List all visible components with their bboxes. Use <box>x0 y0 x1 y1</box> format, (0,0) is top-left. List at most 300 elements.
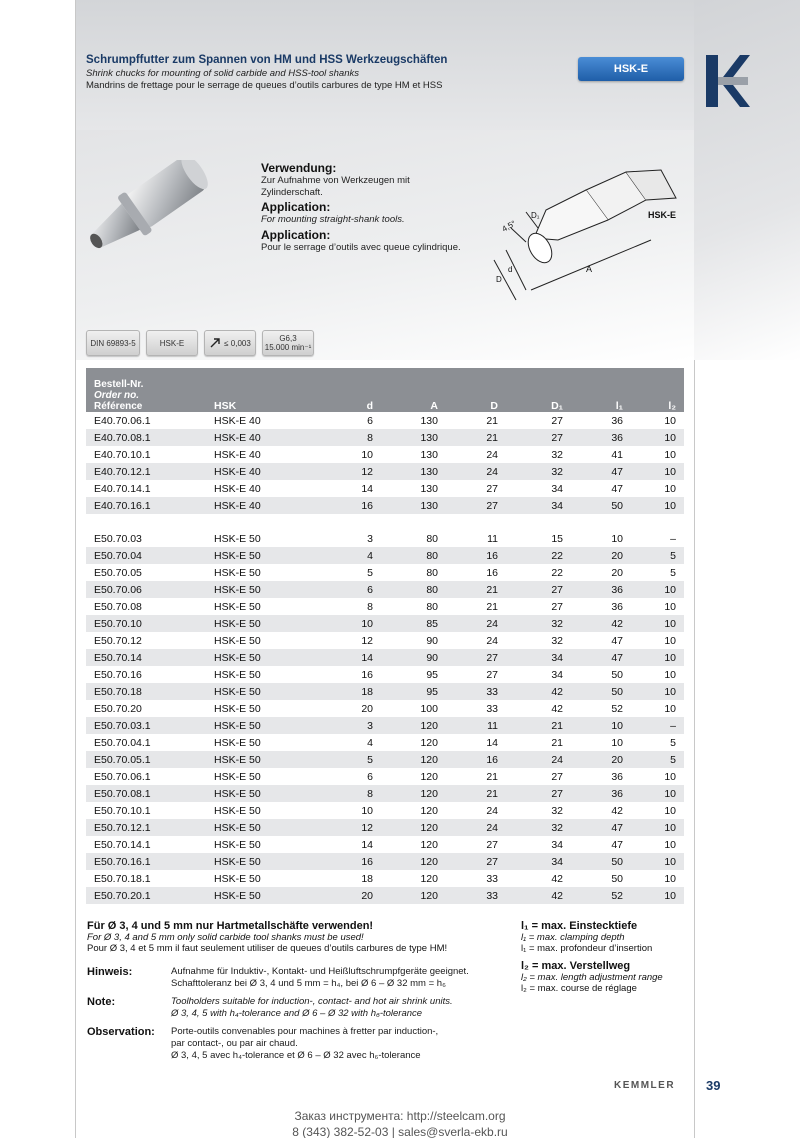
table-row <box>86 632 684 649</box>
table-cell: 24 <box>446 819 506 836</box>
table-cell: E50.70.05.1 <box>86 751 206 768</box>
table-cell: 130 <box>381 497 446 514</box>
legend-l1-fr: l₁ = max. profondeur d’insertion <box>521 943 653 954</box>
table-cell: HSK-E 50 <box>206 717 316 734</box>
table-cell: 27 <box>446 497 506 514</box>
table-row <box>86 700 684 717</box>
table-cell: 10 <box>664 838 676 851</box>
table-cell: 42 <box>571 615 631 632</box>
col-D1: D₁ <box>506 368 571 412</box>
table-cell: 34 <box>551 482 563 495</box>
table-cell: E50.70.08.1 <box>86 785 206 802</box>
table-cell: 27 <box>486 482 498 495</box>
table-cell: – <box>631 717 684 734</box>
balance-speed: 15.000 min⁻¹ <box>264 343 312 352</box>
table-cell: 14 <box>316 649 381 666</box>
din-badge: DIN 69893-5 <box>86 330 140 356</box>
table-cell: 120 <box>381 819 446 836</box>
page-titles <box>86 54 566 91</box>
table-cell: E50.70.10 <box>86 615 206 632</box>
table-cell: 10 <box>664 770 676 783</box>
hint-de-line1: Aufnahme für Induktiv-, Kontakt- und Heißluftschrumpfgeräte geeignet. <box>171 966 469 977</box>
table-cell: 10 <box>631 581 684 598</box>
technical-drawing <box>486 160 686 310</box>
hint-fr-line3: Ø 3, 4, 5 avec h₄-tolerance et Ø 6 – Ø 32 avec h₆-tolerance <box>171 1050 421 1061</box>
table-cell: HSK-E 50 <box>206 615 316 632</box>
hint-en-line1: Toolholders suitable for induction-, contact- and hot air shrink units. <box>171 996 453 1007</box>
table-cell: 6 <box>316 581 381 598</box>
table-cell: E50.70.18 <box>86 683 206 700</box>
table-row <box>86 666 684 683</box>
product-photo-icon <box>86 160 236 280</box>
table-cell: 24 <box>506 751 571 768</box>
table-row <box>86 547 684 564</box>
table-cell: 47 <box>611 838 623 851</box>
table-cell: HSK-E 40 <box>214 448 261 461</box>
table-cell: 50 <box>611 668 623 681</box>
table-cell: 10 <box>361 448 373 461</box>
table-cell: 10 <box>664 448 676 461</box>
table-cell: 10 <box>361 804 373 817</box>
table-cell: 130 <box>381 463 446 480</box>
table-cell: 27 <box>551 600 563 613</box>
drawing-label-D1: D₁ <box>531 211 540 220</box>
table-cell: E50.70.03 <box>94 532 142 545</box>
table-cell: 10 <box>611 736 623 749</box>
table-row <box>86 429 684 446</box>
table-cell: HSK-E 50 <box>206 887 316 904</box>
header-order-fr: Référence <box>94 401 143 412</box>
table-cell: 47 <box>571 819 631 836</box>
table-row <box>86 836 684 853</box>
table-cell: 42 <box>506 887 571 904</box>
table-cell: 21 <box>446 785 506 802</box>
hint-fr-label: Observation: <box>87 1026 155 1038</box>
contact-line-1: Заказ инструмента: http://steelcam.org <box>294 1109 506 1123</box>
runout-badge <box>204 330 256 356</box>
table-cell: 36 <box>611 600 623 613</box>
table-cell: HSK-E 50 <box>206 785 316 802</box>
table-cell: 120 <box>420 736 438 749</box>
table-cell: 27 <box>446 853 506 870</box>
table-cell: 16 <box>316 497 381 514</box>
table-row <box>86 463 684 480</box>
table-cell: E50.70.03.1 <box>86 717 206 734</box>
table-cell: 10 <box>631 649 684 666</box>
table-body <box>86 412 684 904</box>
contact-info <box>200 1108 600 1138</box>
usage-de-text: Zur Aufnahme von Werkzeugen mit Zylinderschaft. <box>261 175 410 198</box>
col-D: D <box>446 368 506 412</box>
warning-fr: Pour Ø 3, 4 et 5 mm il faut seulement utiliser de queues d’outils carbures de type HM! <box>87 943 448 954</box>
table-row <box>86 768 684 785</box>
table-cell: E40.70.12.1 <box>86 463 206 480</box>
hsk-e-tag: HSK-E <box>578 57 684 81</box>
table-cell: 10 <box>631 429 684 446</box>
table-cell: 10 <box>664 414 676 427</box>
table-cell: HSK-E 50 <box>214 804 261 817</box>
table-cell: 32 <box>551 804 563 817</box>
table-cell: 120 <box>381 717 446 734</box>
table-cell: 21 <box>486 770 498 783</box>
table-cell: 32 <box>551 448 563 461</box>
table-cell: 27 <box>506 785 571 802</box>
runout-value: ≤ 0,003 <box>224 338 251 348</box>
table-cell: 42 <box>506 683 571 700</box>
table-cell: 34 <box>506 649 571 666</box>
table-cell: 21 <box>446 429 506 446</box>
table-cell: HSK-E 50 <box>206 751 316 768</box>
table-cell: 10 <box>664 804 676 817</box>
left-margin <box>0 0 76 1138</box>
table-cell: 4 <box>316 547 381 564</box>
table-cell: 10 <box>631 497 684 514</box>
table-cell: 80 <box>426 532 438 545</box>
table-cell: 8 <box>316 785 381 802</box>
legend-l1-de: l₁ = max. Einstecktiefe <box>521 920 638 932</box>
drawing-label-D: D <box>496 275 502 284</box>
table-cell: E50.70.05 <box>94 566 142 579</box>
table-cell: 10 <box>571 717 631 734</box>
table-cell: 32 <box>551 634 563 647</box>
runout-arrow-icon <box>209 337 221 349</box>
table-cell: 32 <box>506 615 571 632</box>
table-cell: 50 <box>571 853 631 870</box>
hint-fr-line1: Porte-outils convenables pour machines à fretter par induction-, <box>171 1026 439 1037</box>
table-cell: HSK-E 50 <box>214 770 261 783</box>
header-order-en: Order no. <box>94 390 140 401</box>
table-cell: 27 <box>506 581 571 598</box>
table-cell: 10 <box>664 872 676 885</box>
table-cell: 10 <box>631 887 684 904</box>
table-row <box>86 683 684 700</box>
table-cell: E50.70.16.1 <box>86 853 206 870</box>
table-cell: 90 <box>381 649 446 666</box>
table-cell: 12 <box>316 463 381 480</box>
table-row <box>86 649 684 666</box>
table-cell: 11 <box>487 532 498 545</box>
table-cell: 5 <box>316 751 381 768</box>
table-cell: 10 <box>664 482 676 495</box>
table-cell: 47 <box>611 634 623 647</box>
table-cell: E40.70.16.1 <box>86 497 206 514</box>
header-order-de: Bestell-Nr. <box>94 379 144 390</box>
table-cell: 8 <box>367 600 373 613</box>
title-german: Schrumpffutter zum Spannen von HM und HSS Werkzeugschäften <box>86 54 448 66</box>
table-row <box>86 734 684 751</box>
table-cell: 42 <box>611 804 623 817</box>
table-cell: 16 <box>446 547 506 564</box>
col-l2: l₂ <box>631 368 684 412</box>
table-cell: 36 <box>571 429 631 446</box>
table-cell: 15 <box>551 532 563 545</box>
table-cell: 27 <box>486 838 498 851</box>
col-d: d <box>316 368 381 412</box>
table-cell: HSK-E 40 <box>214 482 261 495</box>
table-cell: 21 <box>486 600 498 613</box>
table-cell: 80 <box>381 547 446 564</box>
table-cell: 24 <box>446 463 506 480</box>
table-cell: 10 <box>631 463 684 480</box>
table-cell: 34 <box>506 497 571 514</box>
table-cell: HSK-E 50 <box>214 838 261 851</box>
table-cell: 27 <box>506 429 571 446</box>
table-cell: HSK-E 50 <box>206 853 316 870</box>
table-cell: 3 <box>367 532 373 545</box>
table-cell: 120 <box>420 770 438 783</box>
table-cell: 36 <box>611 414 623 427</box>
table-cell: 50 <box>611 872 623 885</box>
table-cell: 130 <box>420 448 438 461</box>
table-cell: E40.70.14.1 <box>94 482 151 495</box>
page-number: 39 <box>706 1078 721 1093</box>
table-cell: 24 <box>486 634 498 647</box>
table-cell: 21 <box>486 414 498 427</box>
usage-fr-text: Pour le serrage d’outils avec queue cylindrique. <box>261 241 461 253</box>
table-cell: HSK-E 50 <box>206 547 316 564</box>
table-cell: 120 <box>420 804 438 817</box>
table-cell: 27 <box>486 668 498 681</box>
table-cell: 16 <box>316 853 381 870</box>
table-cell: 42 <box>551 702 563 715</box>
table-cell: 27 <box>551 414 563 427</box>
hint-fr <box>87 1026 507 1062</box>
table-row <box>86 446 684 463</box>
table-cell: 33 <box>446 683 506 700</box>
table-cell: 4 <box>367 736 373 749</box>
table-cell: 95 <box>381 683 446 700</box>
table-row <box>86 615 684 632</box>
hint-fr-line2: par contact-, ou par air chaud. <box>171 1038 298 1049</box>
table-cell: HSK-E 50 <box>214 736 261 749</box>
product-table <box>86 368 684 904</box>
table-cell: E50.70.14.1 <box>94 838 151 851</box>
table-cell: 50 <box>571 497 631 514</box>
table-cell: HSK-E 50 <box>214 532 261 545</box>
table-row <box>86 480 684 497</box>
table-cell: 20 <box>571 751 631 768</box>
col-hsk: HSK <box>206 368 316 412</box>
table-cell: 10 <box>631 819 684 836</box>
table-cell: E50.70.06 <box>86 581 206 598</box>
table-cell: 95 <box>426 668 438 681</box>
table-row <box>86 530 684 547</box>
table-cell: 36 <box>571 581 631 598</box>
table-row <box>86 497 684 514</box>
table-cell: HSK-E 50 <box>206 819 316 836</box>
table-cell: 80 <box>426 600 438 613</box>
table-cell: 16 <box>486 566 498 579</box>
table-cell: 12 <box>361 634 373 647</box>
table-cell: 120 <box>381 785 446 802</box>
usage-description <box>261 161 461 255</box>
table-cell: HSK-E 50 <box>214 668 261 681</box>
table-row <box>86 581 684 598</box>
table-cell: 10 <box>631 683 684 700</box>
table-cell: 32 <box>506 463 571 480</box>
table-cell: 24 <box>486 448 498 461</box>
table-cell: 85 <box>381 615 446 632</box>
header-band-right <box>694 0 800 360</box>
table-row <box>86 887 684 904</box>
legend-l2-en: l₂ = max. length adjustment range <box>521 972 663 983</box>
legend-l2-fr: l₂ = max. course de réglage <box>521 983 637 994</box>
table-cell: 20 <box>571 547 631 564</box>
table-cell: E50.70.20 <box>94 702 142 715</box>
table-cell: HSK-E 40 <box>206 429 316 446</box>
table-cell: 42 <box>551 872 563 885</box>
table-cell: 47 <box>571 463 631 480</box>
table-cell: 10 <box>664 600 676 613</box>
table-cell: 10 <box>611 532 623 545</box>
table-cell: 52 <box>571 887 631 904</box>
usage-en-text: For mounting straight-shank tools. <box>261 214 405 225</box>
table-row <box>86 802 684 819</box>
table-cell: 120 <box>381 751 446 768</box>
table-cell: 21 <box>446 581 506 598</box>
table-cell: 6 <box>367 770 373 783</box>
table-cell: E50.70.14 <box>86 649 206 666</box>
table-cell: E50.70.18.1 <box>94 872 151 885</box>
table-cell: 10 <box>631 785 684 802</box>
footer-brand: KEMMLER <box>614 1080 676 1091</box>
table-cell: 11 <box>446 717 506 734</box>
table-cell: 90 <box>426 634 438 647</box>
table-row <box>86 751 684 768</box>
table-cell: E50.70.04.1 <box>94 736 151 749</box>
usage-en-heading: Application: <box>261 200 331 214</box>
table-cell: 6 <box>367 414 373 427</box>
table-cell: 5 <box>670 566 676 579</box>
table-cell: E50.70.04 <box>86 547 206 564</box>
table-row <box>86 412 684 429</box>
table-cell: HSK-E 50 <box>214 566 261 579</box>
table-cell: E40.70.10.1 <box>94 448 151 461</box>
drawing-label-d: d <box>508 265 513 274</box>
table-cell: 5 <box>631 547 684 564</box>
table-cell: 34 <box>551 838 563 851</box>
table-cell: HSK-E 50 <box>214 634 261 647</box>
title-french: Mandrins de frettage pour le serrage de queues d’outils carbures de type HM et HSS <box>86 80 443 91</box>
table-cell: E40.70.08.1 <box>86 429 206 446</box>
table-cell: E50.70.16 <box>94 668 142 681</box>
table-cell: 10 <box>316 615 381 632</box>
hint-de <box>87 966 507 990</box>
table-cell: HSK-E 50 <box>214 872 261 885</box>
table-cell: 120 <box>381 887 446 904</box>
table-cell: 21 <box>551 736 563 749</box>
table-cell: HSK-E 50 <box>206 683 316 700</box>
table-cell: 20 <box>611 566 623 579</box>
drawing-label-A: A <box>586 264 593 274</box>
table-cell: 33 <box>446 887 506 904</box>
table-row <box>86 564 684 581</box>
table-header-row <box>86 368 684 412</box>
table-cell: 24 <box>486 804 498 817</box>
table-cell: 34 <box>551 668 563 681</box>
warning-de: Für Ø 3, 4 und 5 mm nur Hartmetallschäfte verwenden! <box>87 920 374 932</box>
table-cell: 120 <box>420 872 438 885</box>
warning-en: For Ø 3, 4 and 5 mm only solid carbide tool shanks must be used! <box>87 932 364 943</box>
table-row <box>86 853 684 870</box>
table-cell: HSK-E 50 <box>206 581 316 598</box>
table-cell: 27 <box>551 770 563 783</box>
table-cell: 20 <box>361 702 373 715</box>
table-cell: 27 <box>446 649 506 666</box>
table-cell: 8 <box>316 429 381 446</box>
title-english: Shrink chucks for mounting of solid carbide and HSS-tool shanks <box>86 68 359 79</box>
table-cell: 14 <box>486 736 498 749</box>
table-cell: 32 <box>506 819 571 836</box>
table-cell: 16 <box>446 751 506 768</box>
table-row <box>86 785 684 802</box>
table-cell: E50.70.08 <box>94 600 142 613</box>
table-cell: E50.70.12 <box>94 634 142 647</box>
col-l1: l₁ <box>571 368 631 412</box>
table-cell: 50 <box>571 683 631 700</box>
table-cell: E50.70.12.1 <box>86 819 206 836</box>
table-cell: 5 <box>631 751 684 768</box>
table-row <box>86 870 684 887</box>
col-order-no <box>86 368 206 412</box>
drawing-label-hske: HSK-E <box>648 210 677 220</box>
table-cell: HSK-E 40 <box>206 497 316 514</box>
table-cell: 36 <box>611 770 623 783</box>
table-cell: HSK-E 40 <box>206 463 316 480</box>
table-cell: 36 <box>571 785 631 802</box>
table-cell: – <box>670 532 676 545</box>
table-cell: 47 <box>611 482 623 495</box>
contact-line-2: 8 (343) 382-52-03 | sales@sverla-ekb.ru <box>292 1125 508 1138</box>
table-cell: 10 <box>631 853 684 870</box>
spec-badges <box>86 330 314 356</box>
carbide-warning <box>87 920 507 954</box>
table-cell: 130 <box>420 482 438 495</box>
table-cell: 41 <box>611 448 623 461</box>
table-cell: 130 <box>381 429 446 446</box>
legend-l1-en: l₁ = max. clamping depth <box>521 932 625 943</box>
balance-grade: G6,3 <box>279 334 297 343</box>
table-cell: 52 <box>611 702 623 715</box>
table-cell: 80 <box>381 581 446 598</box>
table-row <box>86 717 684 734</box>
table-cell: 33 <box>486 872 498 885</box>
table-cell: 21 <box>506 717 571 734</box>
table-cell: 14 <box>361 482 373 495</box>
table-cell: 14 <box>361 838 373 851</box>
table-cell: 80 <box>426 566 438 579</box>
table-cell: 5 <box>367 566 373 579</box>
hint-en <box>87 996 507 1020</box>
kemmler-logo-icon <box>706 55 750 107</box>
table-cell: 22 <box>506 547 571 564</box>
table-cell: 12 <box>316 819 381 836</box>
usage-fr-heading: Application: <box>261 227 331 242</box>
table-cell: 10 <box>664 634 676 647</box>
table-cell: 20 <box>316 887 381 904</box>
table-cell: E50.70.10.1 <box>94 804 151 817</box>
table-cell: 10 <box>631 615 684 632</box>
drawing-label-angle: 4,5° <box>500 218 518 234</box>
table-cell: 22 <box>551 566 563 579</box>
table-cell: 3 <box>316 717 381 734</box>
usage-de-heading: Verwendung: <box>261 161 337 175</box>
table-cell: 100 <box>420 702 438 715</box>
dimension-legend <box>521 920 691 994</box>
table-cell: HSK-E 40 <box>214 414 261 427</box>
table-cell: HSK-E 50 <box>214 600 261 613</box>
table-cell: E50.70.06.1 <box>94 770 151 783</box>
